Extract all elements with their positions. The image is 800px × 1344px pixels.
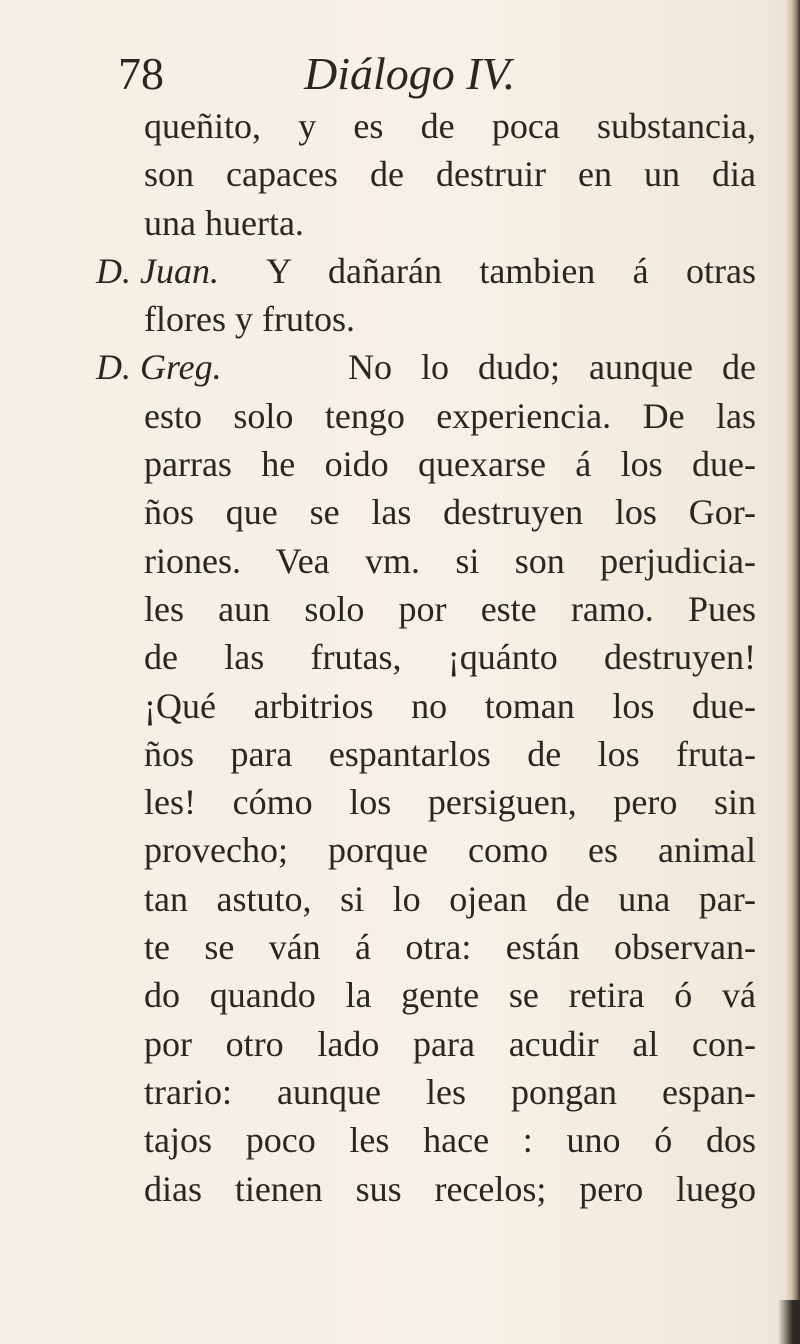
text-line: ños que se las destruyen los Gor- [144, 492, 756, 533]
page-number: 78 [118, 48, 164, 99]
text-line: una huerta. [144, 202, 304, 243]
text-line: trario: aunque les pongan espan- [144, 1071, 756, 1112]
speaker-line-greg [96, 343, 756, 391]
book-spine-corner [778, 1300, 800, 1344]
speaker-juan: D. Juan. [96, 250, 219, 291]
text-line: No lo dudo; aunque de [348, 347, 756, 388]
text-line: son capaces de destruir en un dia [144, 154, 756, 195]
text-line: do quando la gente se retira ó vá [144, 975, 756, 1016]
page-header [118, 44, 718, 104]
text-line: ños para espantarlos de los fruta- [144, 733, 756, 774]
book-spine-shadow [786, 0, 800, 1344]
text-line: esto solo tengo experiencia. De las [144, 395, 756, 436]
text-line: tajos poco les hace : uno ó dos [144, 1120, 756, 1161]
text-line: de las frutas, ¡quánto destruyen! [144, 637, 756, 678]
text-line: parras he oido quexarse á los due- [144, 444, 756, 485]
text-line: flores y frutos. [144, 299, 355, 340]
body-text [96, 102, 756, 1213]
text-line: provecho; porque como es animal [144, 830, 756, 871]
speaker-line-juan [96, 247, 756, 295]
text-line: tan astuto, si lo ojean de una par- [144, 878, 756, 919]
text-line: les! cómo los persiguen, pero sin [144, 782, 756, 823]
text-line: te se ván á otra: están observan- [144, 927, 756, 968]
running-title: Diálogo IV. [304, 48, 516, 99]
text-line: dias tienen sus recelos; pero luego [144, 1168, 756, 1209]
text-line: les aun solo por este ramo. Pues [144, 588, 756, 629]
text-line: ¡Qué arbitrios no toman los due- [144, 685, 756, 726]
text-line: por otro lado para acudir al con- [144, 1023, 756, 1064]
text-line: Y dañarán tambien á otras [266, 250, 756, 291]
text-line: queñito, y es de poca substancia, [144, 106, 756, 146]
speaker-greg: D. Greg. [96, 347, 222, 388]
text-line: riones. Vea vm. si son perjudicia- [144, 540, 756, 581]
